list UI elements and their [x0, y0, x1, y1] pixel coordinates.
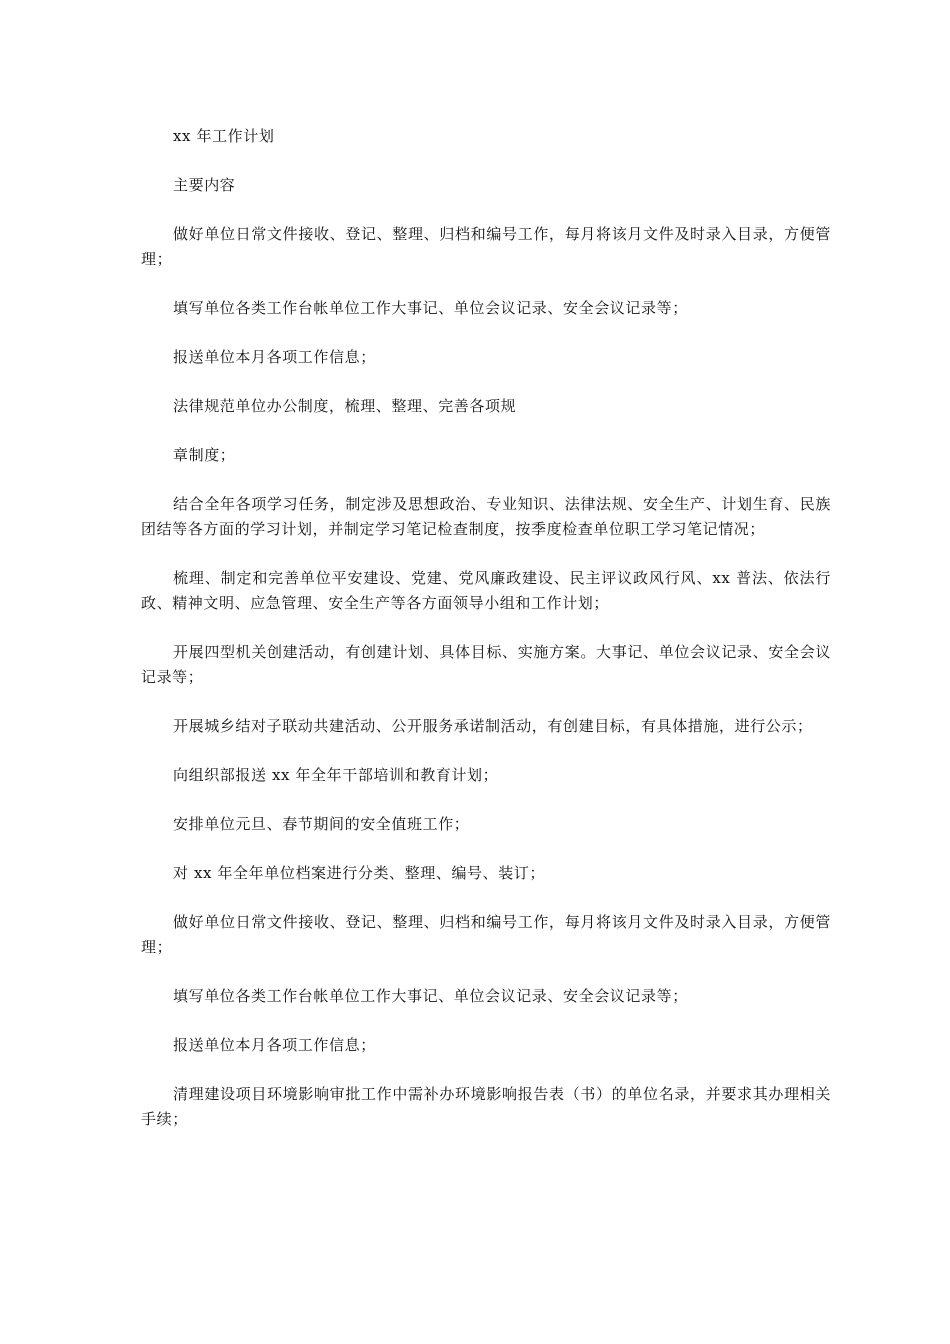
document-title: xx 年工作计划	[173, 127, 275, 145]
paragraph: 向组织部报送 xx 年全年干部培训和教育计划；	[173, 766, 499, 784]
document-body	[141, 124, 831, 1156]
paragraph: 报送单位本月各项工作信息；	[173, 348, 376, 366]
paragraph: 对 xx 年全年单位档案进行分类、整理、编号、装订；	[173, 864, 546, 882]
paragraph: 做好单位日常文件接收、登记、整理、归档和编号工作，每月将该月文件及时录入目录，方便管理；	[141, 225, 831, 268]
paragraph: 开展城乡结对子联动共建活动、公开服务承诺制活动，有创建目标，有具体措施，进行公示；	[173, 717, 813, 735]
paragraph: 清理建设项目环境影响审批工作中需补办环境影响报告表（书）的单位名录，并要求其办理相关手续；	[141, 1085, 831, 1128]
paragraph: 法律规范单位办公制度，梳理、整理、完善各项规	[173, 397, 517, 415]
paragraph: 结合全年各项学习任务，制定涉及思想政治、专业知识、法律法规、安全生产、计划生育、民族团结等各方面的学习计划，并制定学习笔记检查制度，按季度检查单位职工学习笔记情况；	[141, 495, 831, 538]
paragraph: 填写单位各类工作台帐单位工作大事记、单位会议记录、安全会议记录等；	[173, 987, 688, 1005]
paragraph: 安排单位元旦、春节期间的安全值班工作；	[173, 815, 470, 833]
paragraph: 梳理、制定和完善单位平安建设、党建、党风廉政建设、民主评议政风行风、xx 普法、依法行政、精神文明、应急管理、安全生产等各方面领导小组和工作计划；	[141, 569, 831, 612]
section-heading: 主要内容	[173, 176, 236, 194]
paragraph: 填写单位各类工作台帐单位工作大事记、单位会议记录、安全会议记录等；	[173, 299, 688, 317]
paragraph: 章制度；	[173, 446, 236, 464]
paragraph: 开展四型机关创建活动，有创建计划、具体目标、实施方案。大事记、单位会议记录、安全会议记录等；	[141, 643, 831, 686]
paragraph: 报送单位本月各项工作信息；	[173, 1036, 376, 1054]
paragraph: 做好单位日常文件接收、登记、整理、归档和编号工作，每月将该月文件及时录入目录，方便管理；	[141, 913, 831, 956]
